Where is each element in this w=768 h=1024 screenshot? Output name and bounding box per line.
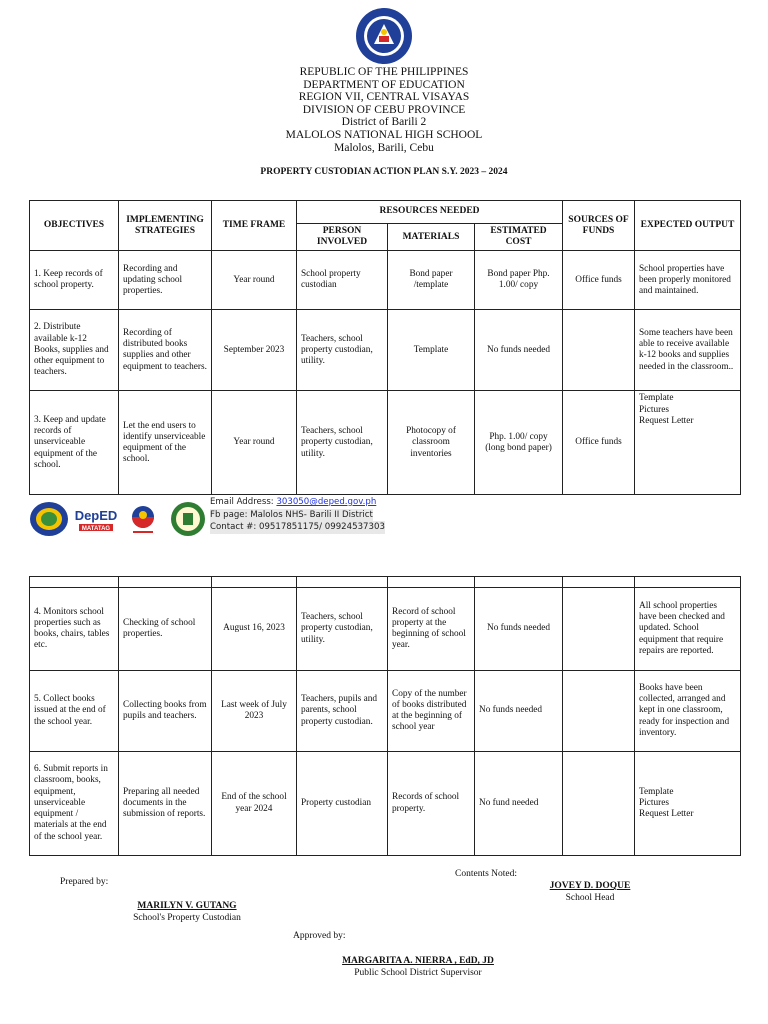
cell-objective: 5. Collect books issued at the end of the school year.	[30, 671, 119, 752]
header-funds: SOURCES OF FUNDS	[563, 201, 635, 251]
cell-strategy: Let the end users to identify unserviceable equipment of the school.	[119, 391, 212, 495]
table-row	[30, 251, 741, 310]
header-line-republic: REPUBLIC OF THE PHILIPPINES	[299, 66, 469, 78]
header-resources: RESOURCES NEEDED	[297, 201, 563, 224]
cell-output: Template Pictures Request Letter	[635, 391, 741, 495]
table-row	[30, 588, 741, 671]
cell-objective: 1. Keep records of school property.	[30, 251, 119, 310]
cell-materials: Photocopy of classroom inventories	[388, 391, 475, 495]
cell-output: All school properties have been checked and updated. School equipment that require repairs are reported.	[635, 588, 741, 671]
cell-strategy: Collecting books from pupils and teachers.	[119, 671, 212, 752]
cell-time: Year round	[212, 251, 297, 310]
header-line-division: DIVISION OF CEBU PROVINCE	[302, 103, 466, 116]
cell-objective: 3. Keep and update records of unserviceable equipment of the school.	[30, 391, 119, 495]
school-seal-icon	[169, 501, 207, 537]
table-row	[30, 671, 741, 752]
document-header	[0, 66, 768, 154]
cell-strategy: Preparing all needed documents in the submission of reports.	[119, 752, 212, 856]
header-time-frame: TIME FRAME	[212, 201, 297, 251]
cell-strategy: Recording and updating school properties.	[119, 251, 212, 310]
cell-person: Teachers, school property custodian, utility.	[297, 310, 388, 391]
cell-materials: Records of school property.	[388, 752, 475, 856]
cell-objective: 6. Submit reports in classroom, books, equipment, unserviceable equipment / materials at the end of the school year.	[30, 752, 119, 856]
matatag-logo-text: MATATAG	[81, 526, 111, 532]
cell-person: Property custodian	[297, 752, 388, 856]
table-row-empty	[30, 577, 741, 588]
header-materials: MATERIALS	[388, 224, 475, 251]
cell-time: End of the school year 2024	[212, 752, 297, 856]
header-line-district: District of Barili 2	[341, 116, 427, 129]
approved-by-title: Public School District Supervisor	[354, 967, 482, 978]
header-line-department: DEPARTMENT OF EDUCATION	[303, 78, 465, 91]
action-plan-table-page1	[29, 200, 741, 495]
cell-cost: Php. 1.00/ copy (long bond paper)	[475, 391, 563, 495]
cell-objective: 2. Distribute available k-12 Books, supplies and other equipment to teachers.	[30, 310, 119, 391]
email-line	[210, 496, 385, 509]
cell-cost: No fund needed	[475, 752, 563, 856]
header-cost: ESTIMATED COST	[475, 224, 563, 251]
bagong-pilipinas-icon	[123, 502, 163, 536]
cell-strategy: Recording of distributed books supplies and other equipment to teachers.	[119, 310, 212, 391]
approved-by-label: Approved by:	[293, 931, 346, 941]
email-label: Email Address:	[210, 497, 277, 507]
cell-time: August 16, 2023	[212, 588, 297, 671]
header-strategies: IMPLEMENTING STRATEGIES	[119, 201, 212, 251]
header-line-school: MALOLOS NATIONAL HIGH SCHOOL	[285, 128, 483, 141]
contents-noted-title: School Head	[565, 892, 615, 903]
cell-cost: No funds needed	[475, 588, 563, 671]
cell-funds	[563, 671, 635, 752]
cell-time: Last week of July 2023	[212, 671, 297, 752]
email-link[interactable]: 303050@deped.gov.ph	[276, 497, 377, 507]
cell-strategy: Checking of school properties.	[119, 588, 212, 671]
prepared-by-label: Prepared by:	[60, 877, 109, 887]
contents-noted-block	[520, 881, 660, 904]
contact-number: Contact #: 09517851175/ 09924537303	[210, 522, 385, 533]
cell-output: Books have been collected, arranged and kept in one classroom, ready for inspection and inventory.	[635, 671, 741, 752]
contents-noted-name: JOVEY D. DOQUE	[549, 881, 631, 891]
plan-title: PROPERTY CUSTODIAN ACTION PLAN S.Y. 2023 – 2024	[260, 167, 508, 177]
division-seal-icon	[29, 501, 69, 537]
cell-materials: Template	[388, 310, 475, 391]
cell-cost: No funds needed	[475, 310, 563, 391]
cell-objective: 4. Monitors school properties such as books, chairs, tables etc.	[30, 588, 119, 671]
cell-funds	[563, 588, 635, 671]
action-plan-table-page2	[29, 576, 741, 856]
cell-time: September 2023	[212, 310, 297, 391]
cell-output: School properties have been properly monitored and maintained.	[635, 251, 741, 310]
footer-logos	[29, 499, 207, 539]
header-person: PERSON INVOLVED	[297, 224, 388, 251]
approved-by-name: MARGARITA A. NIERRA , EdD, JD	[342, 956, 494, 966]
cell-person: Teachers, school property custodian, utility.	[297, 391, 388, 495]
contact-info	[210, 496, 385, 534]
deped-matatag-logo	[75, 502, 117, 536]
cell-materials: Record of school property at the beginning of school year.	[388, 588, 475, 671]
table-row	[30, 752, 741, 856]
header-objectives: OBJECTIVES	[30, 201, 119, 251]
table-row	[30, 310, 741, 391]
cell-time: Year round	[212, 391, 297, 495]
approved-by-block	[318, 956, 518, 979]
cell-cost: Bond paper Php. 1.00/ copy	[475, 251, 563, 310]
prepared-by-block	[112, 901, 262, 924]
table-row	[30, 391, 741, 495]
cell-materials: Bond paper /template	[388, 251, 475, 310]
cell-funds	[563, 310, 635, 391]
prepared-by-name: MARILYN V. GUTANG	[137, 901, 237, 911]
cell-funds: Office funds	[563, 251, 635, 310]
cell-person: School property custodian	[297, 251, 388, 310]
cell-cost: No funds needed	[475, 671, 563, 752]
cell-person: Teachers, pupils and parents, school property custodian.	[297, 671, 388, 752]
fb-page: Fb page: Malolos NHS- Barili II District	[210, 509, 373, 520]
header-output: EXPECTED OUTPUT	[635, 201, 741, 251]
cell-output: Some teachers have been able to receive available k-12 books and supplies needed in the classroom..	[635, 310, 741, 391]
prepared-by-title: School's Property Custodian	[133, 912, 241, 923]
contents-noted-label: Contents Noted:	[455, 869, 518, 879]
cell-funds: Office funds	[563, 391, 635, 495]
deped-logo-text: DepED	[75, 508, 117, 523]
header-line-region: REGION VII, CENTRAL VISAYAS	[298, 91, 470, 104]
deped-seal-logo	[352, 6, 416, 66]
cell-output: Template Pictures Request Letter	[635, 752, 741, 856]
cell-person: Teachers, school property custodian, utility.	[297, 588, 388, 671]
header-line-address: Malolos, Barili, Cebu	[334, 141, 434, 154]
cell-materials: Copy of the number of books distributed at the beginning of school year	[388, 671, 475, 752]
cell-funds	[563, 752, 635, 856]
